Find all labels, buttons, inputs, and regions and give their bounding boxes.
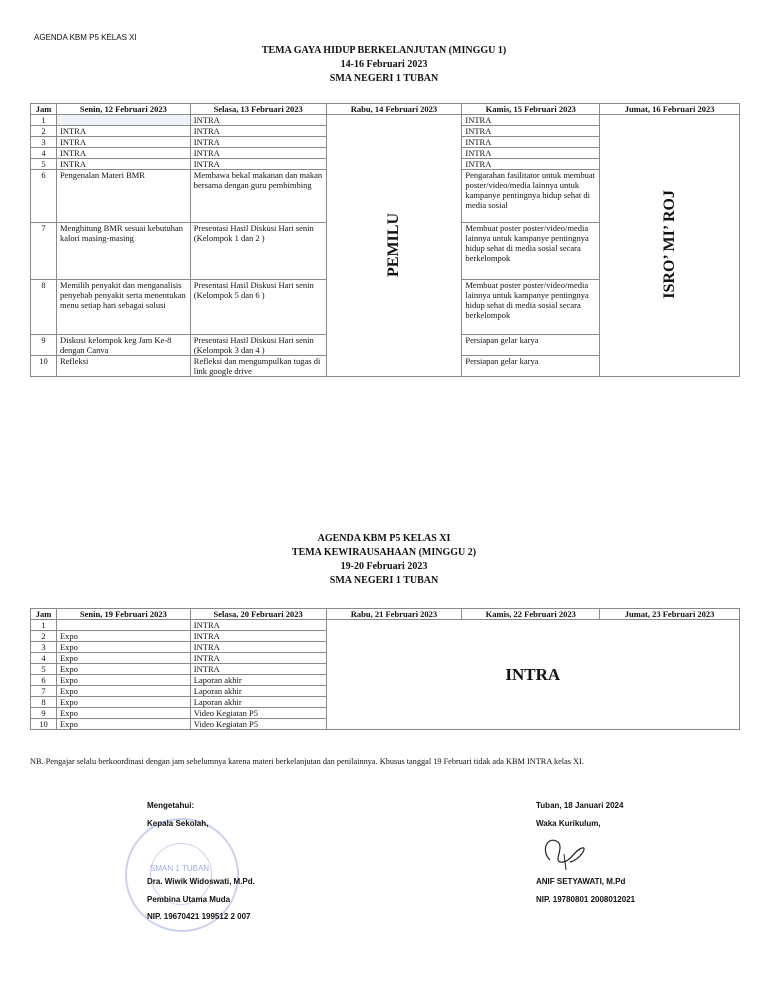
jumat-merged-cell (600, 115, 740, 377)
selasa-cell: Presentasi Hasil Diskusi Hari senin (Kelompok 3 dan 4 ) (190, 335, 326, 356)
selasa-cell: INTRA (190, 631, 326, 642)
week2-schedule-table (30, 608, 740, 730)
senin-cell: Pengenalan Materi BMR (56, 170, 190, 223)
senin-cell: Expo (56, 686, 190, 697)
rabu-pemilu-label: PEMILU (384, 212, 402, 277)
left-nip: NIP. 19670421 199512 2 007 (147, 912, 251, 921)
handwritten-signature (530, 830, 600, 872)
selasa-cell: INTRA (190, 620, 326, 631)
selasa-cell: Presentasi Hasil Diskusi Hari senin (Kelompok 1 dan 2 ) (190, 223, 326, 280)
left-role: Kepala Sekolah, (147, 819, 209, 828)
senin-cell: Expo (56, 719, 190, 730)
intra-merged-cell: INTRA (326, 620, 739, 730)
senin-cell: INTRA (56, 159, 190, 170)
senin-cell: Expo (56, 653, 190, 664)
doc-label: AGENDA KBM P5 KELAS XI (34, 33, 137, 42)
selasa-cell: Video Kegiatan P5 (190, 719, 326, 730)
jam-cell: 10 (31, 719, 57, 730)
senin-cell: INTRA (56, 148, 190, 159)
jam-cell: 7 (31, 686, 57, 697)
week1-title-line2: 14-16 Februari 2023 (340, 59, 428, 70)
selasa-cell: INTRA (190, 126, 326, 137)
kamis-cell: INTRA (462, 126, 600, 137)
header-selasa: Selasa, 20 Februari 2023 (190, 609, 326, 620)
senin-cell (56, 115, 190, 126)
left-heading: Mengetahui: (147, 801, 195, 810)
week2-title-line1: AGENDA KBM P5 KELAS XI (317, 533, 451, 544)
senin-cell (56, 620, 190, 631)
kamis-cell: INTRA (462, 115, 600, 126)
senin-cell: INTRA (56, 126, 190, 137)
week2-title-line3: 19-20 Februari 2023 (340, 561, 428, 572)
senin-cell: Diskusi kelompok keg Jam Ke-8 dengan Canva (56, 335, 190, 356)
week1-title (0, 44, 768, 86)
senin-cell: Menghitung BMR sesuai kebutuhan kalori masing-masing (56, 223, 190, 280)
senin-cell: Expo (56, 631, 190, 642)
selasa-cell: INTRA (190, 137, 326, 148)
rabu-merged-cell (326, 115, 462, 377)
jam-cell: 1 (31, 620, 57, 631)
right-name: ANIF SETYAWATI, M.Pd (536, 877, 626, 886)
senin-cell: Expo (56, 664, 190, 675)
jam-cell: 6 (31, 675, 57, 686)
selasa-cell: INTRA (190, 664, 326, 675)
kamis-cell: Persiapan gelar karya (462, 335, 600, 356)
jam-cell: 6 (31, 170, 57, 223)
table-row (31, 620, 740, 631)
header-kamis: Kamis, 22 Februari 2023 (462, 609, 600, 620)
selasa-cell: Presentasi Hasil Diskusi Hari senin (Kelompok 5 dan 6 ) (190, 280, 326, 335)
selasa-cell: Video Kegiatan P5 (190, 708, 326, 719)
senin-cell: Expo (56, 675, 190, 686)
senin-cell: Refleksi (56, 356, 190, 377)
jam-cell: 9 (31, 708, 57, 719)
kamis-cell: INTRA (462, 148, 600, 159)
jam-cell: 8 (31, 697, 57, 708)
jumat-isro-miroj-label: ISRO’ MI’ ROJ (660, 190, 678, 299)
right-role: Waka Kurikulum, (536, 819, 601, 828)
senin-cell: Memilih penyakit dan menganalisis penyebab penyakit serta menentukan menu setiap hari sebagai solusi (56, 280, 190, 335)
jam-cell: 5 (31, 159, 57, 170)
senin-cell: INTRA (56, 137, 190, 148)
selasa-cell: Laporan akhir (190, 675, 326, 686)
kamis-cell: INTRA (462, 159, 600, 170)
senin-cell: Expo (56, 697, 190, 708)
header-jam: Jam (31, 104, 57, 115)
week2-title-line4: SMA NEGERI 1 TUBAN (329, 575, 439, 586)
week2-title (0, 532, 768, 588)
selasa-cell: INTRA (190, 653, 326, 664)
selasa-cell: Laporan akhir (190, 686, 326, 697)
right-nip: NIP. 19780801 2008012021 (536, 895, 636, 904)
left-rank: Pembina Utama Muda (147, 895, 231, 904)
jam-cell: 3 (31, 642, 57, 653)
jam-cell: 1 (31, 115, 57, 126)
week1-title-line1: TEMA GAYA HIDUP BERKELANJUTAN (MINGGU 1) (261, 45, 507, 56)
right-place-date: Tuban, 18 Januari 2024 (536, 801, 624, 810)
jam-cell: 5 (31, 664, 57, 675)
jam-cell: 3 (31, 137, 57, 148)
jam-cell: 8 (31, 280, 57, 335)
jam-cell: 9 (31, 335, 57, 356)
header-jumat: Jumat, 23 Februari 2023 (600, 609, 740, 620)
selasa-cell: INTRA (190, 159, 326, 170)
kamis-cell: Persiapan gelar karya (462, 356, 600, 377)
jam-cell: 10 (31, 356, 57, 377)
note-text: NB. Pengajar selalu berkoordinasi dengan jam sebelumnya karena materi berkelanjutan dan penilainnya. Khusus tanggal 19 Februari tidak ada KBM INTRA kelas XI. (30, 757, 584, 766)
header-senin: Senin, 12 Februari 2023 (56, 104, 190, 115)
stamp-text: SMAN 1 TUBAN (150, 864, 209, 873)
jam-cell: 4 (31, 653, 57, 664)
jam-cell: 7 (31, 223, 57, 280)
header-rabu: Rabu, 14 Februari 2023 (326, 104, 462, 115)
table-row (31, 115, 740, 126)
week2-title-line2: TEMA KEWIRAUSAHAAN (MINGGU 2) (291, 547, 477, 558)
week1-header-row (31, 104, 740, 115)
selasa-cell: Refleksi dan mengumpulkan tugas di link google drive (190, 356, 326, 377)
header-jam: Jam (31, 609, 57, 620)
header-selasa: Selasa, 13 Februari 2023 (190, 104, 326, 115)
selasa-cell: INTRA (190, 115, 326, 126)
header-jumat: Jumat, 16 Februari 2023 (600, 104, 740, 115)
header-kamis: Kamis, 15 Februari 2023 (462, 104, 600, 115)
header-senin: Senin, 19 Februari 2023 (56, 609, 190, 620)
selasa-cell: Laporan akhir (190, 697, 326, 708)
left-name: Dra. Wiwik Widoswati, M.Pd. (147, 877, 255, 886)
week1-title-line3: SMA NEGERI 1 TUBAN (329, 73, 439, 84)
jam-cell: 4 (31, 148, 57, 159)
header-rabu: Rabu, 21 Februari 2023 (326, 609, 462, 620)
selasa-cell: Membawa bekal makanan dan makan bersama dengan guru pembimbing (190, 170, 326, 223)
kamis-cell: INTRA (462, 137, 600, 148)
kamis-cell: Membuat poster poster/video/media lainnya untuk kampanye pentingnya hidup sehat di media sosial secara berkelompok (462, 280, 600, 335)
selasa-cell: INTRA (190, 642, 326, 653)
week1-schedule-table (30, 103, 740, 377)
jam-cell: 2 (31, 631, 57, 642)
kamis-cell: Membuat poster poster/video/media lainnya untuk kampanye pentingnya hidup sehat di media sosial secara berkelompok (462, 223, 600, 280)
selasa-cell: INTRA (190, 148, 326, 159)
jam-cell: 2 (31, 126, 57, 137)
senin-cell: Expo (56, 642, 190, 653)
week2-header-row (31, 609, 740, 620)
senin-cell: Expo (56, 708, 190, 719)
kamis-cell: Pengarahan fasilitator untuk membuat poster/video/media lainnya untuk kampanye pentingnya hidup sehat di media sosial (462, 170, 600, 223)
